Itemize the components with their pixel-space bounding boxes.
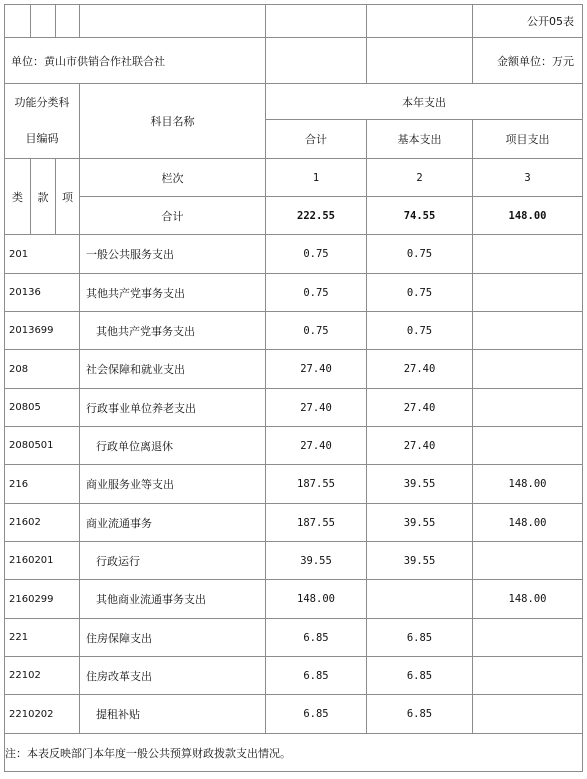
row-basic: 39.55: [367, 504, 473, 542]
row-code: 216: [5, 465, 80, 504]
row-basic: 27.40: [367, 350, 473, 389]
row-total: 187.55: [266, 504, 367, 542]
row-name: 其他商业流通事务支出: [80, 580, 266, 619]
row-code: 20136: [5, 274, 80, 312]
row-project: [473, 312, 583, 350]
row-name: 提租补贴: [80, 695, 266, 734]
note-row: [5, 734, 583, 772]
row-project: 148.00: [473, 580, 583, 619]
row-name: 社会保障和就业支出: [80, 350, 266, 389]
row-code: 20805: [5, 389, 80, 427]
total-header: 合计: [266, 120, 367, 159]
row-code: 208: [5, 350, 80, 389]
expenditure-table: [4, 4, 583, 772]
header-row-1: [5, 84, 583, 120]
row-project: 148.00: [473, 504, 583, 542]
total-row: [5, 197, 583, 235]
row-name: 住房改革支出: [80, 657, 266, 695]
row-total: 27.40: [266, 389, 367, 427]
table-row: [5, 619, 583, 657]
col-index-1: 1: [266, 159, 367, 197]
row-code: 221: [5, 619, 80, 657]
row-name: 商业服务业等支出: [80, 465, 266, 504]
row-name: 行政事业单位养老支出: [80, 389, 266, 427]
table-row: [5, 350, 583, 389]
row-name: 商业流通事务: [80, 504, 266, 542]
unit-label: 单位：黄山市供销合作社联合社: [5, 38, 266, 84]
row-total: 6.85: [266, 695, 367, 734]
row-total: 6.85: [266, 619, 367, 657]
table-row: [5, 427, 583, 465]
col-index-2: 2: [367, 159, 473, 197]
row-total: 187.55: [266, 465, 367, 504]
row-name: 住房保障支出: [80, 619, 266, 657]
row-code: 2160201: [5, 542, 80, 580]
table-row: [5, 235, 583, 274]
total-row-project: 148.00: [473, 197, 583, 235]
table-row: [5, 542, 583, 580]
basic-expense-header: 基本支出: [367, 120, 473, 159]
row-name: 行政运行: [80, 542, 266, 580]
row-code: 201: [5, 235, 80, 274]
row-basic: 0.75: [367, 274, 473, 312]
form-code: 公开05表: [473, 5, 583, 38]
row-basic: 6.85: [367, 619, 473, 657]
func-class-header: [5, 84, 80, 159]
table-row: [5, 504, 583, 542]
row-basic: 0.75: [367, 312, 473, 350]
project-expense-header: 项目支出: [473, 120, 583, 159]
row-project: [473, 350, 583, 389]
amount-unit: 金额单位：万元: [473, 38, 583, 84]
table-row: [5, 389, 583, 427]
table-row: [5, 580, 583, 619]
row-project: [473, 657, 583, 695]
row-total: 0.75: [266, 312, 367, 350]
row-project: [473, 389, 583, 427]
row-name: 其他共产党事务支出: [80, 312, 266, 350]
row-basic: 0.75: [367, 235, 473, 274]
row-code: 2080501: [5, 427, 80, 465]
row-code: 2160299: [5, 580, 80, 619]
column-index-label: 栏次: [80, 159, 266, 197]
row-basic: 27.40: [367, 427, 473, 465]
lei-header: 类: [5, 159, 31, 235]
row-total: 6.85: [266, 657, 367, 695]
row-code: 22102: [5, 657, 80, 695]
row-total: 27.40: [266, 427, 367, 465]
row-total: 0.75: [266, 235, 367, 274]
table-row: [5, 695, 583, 734]
row-basic: 27.40: [367, 389, 473, 427]
row-project: [473, 619, 583, 657]
row-name: 其他共产党事务支出: [80, 274, 266, 312]
row-code: 2013699: [5, 312, 80, 350]
row-basic: 39.55: [367, 542, 473, 580]
func-class-line2: 目编码: [25, 132, 59, 145]
table-note: 注：本表反映部门本年度一般公共预算财政拨款支出情况。: [5, 734, 583, 772]
row-project: [473, 235, 583, 274]
current-year-expense-header: 本年支出: [266, 84, 583, 120]
row-name: 行政单位离退休: [80, 427, 266, 465]
row-basic: 6.85: [367, 657, 473, 695]
row-total: 148.00: [266, 580, 367, 619]
row-code: 2210202: [5, 695, 80, 734]
row-code: 21602: [5, 504, 80, 542]
kuan-header: 款: [31, 159, 56, 235]
total-row-label: 合计: [80, 197, 266, 235]
row-project: [473, 542, 583, 580]
row-project: [473, 274, 583, 312]
row-project: 148.00: [473, 465, 583, 504]
column-index-row: [5, 159, 583, 197]
row-basic: [367, 580, 473, 619]
table-row: [5, 465, 583, 504]
table-row: [5, 274, 583, 312]
row-total: 39.55: [266, 542, 367, 580]
table-row: [5, 657, 583, 695]
unit-row: [5, 38, 583, 84]
row-project: [473, 695, 583, 734]
total-row-basic: 74.55: [367, 197, 473, 235]
row-basic: 39.55: [367, 465, 473, 504]
func-class-line1: 功能分类科: [14, 96, 70, 109]
table-row: [5, 312, 583, 350]
xiang-header: 项: [56, 159, 80, 235]
row-total: 0.75: [266, 274, 367, 312]
row-name: 一般公共服务支出: [80, 235, 266, 274]
row-basic: 6.85: [367, 695, 473, 734]
row-total: 27.40: [266, 350, 367, 389]
subject-name-header: 科目名称: [80, 84, 266, 159]
col-index-3: 3: [473, 159, 583, 197]
total-row-total: 222.55: [266, 197, 367, 235]
form-code-row: [5, 5, 583, 38]
row-project: [473, 427, 583, 465]
